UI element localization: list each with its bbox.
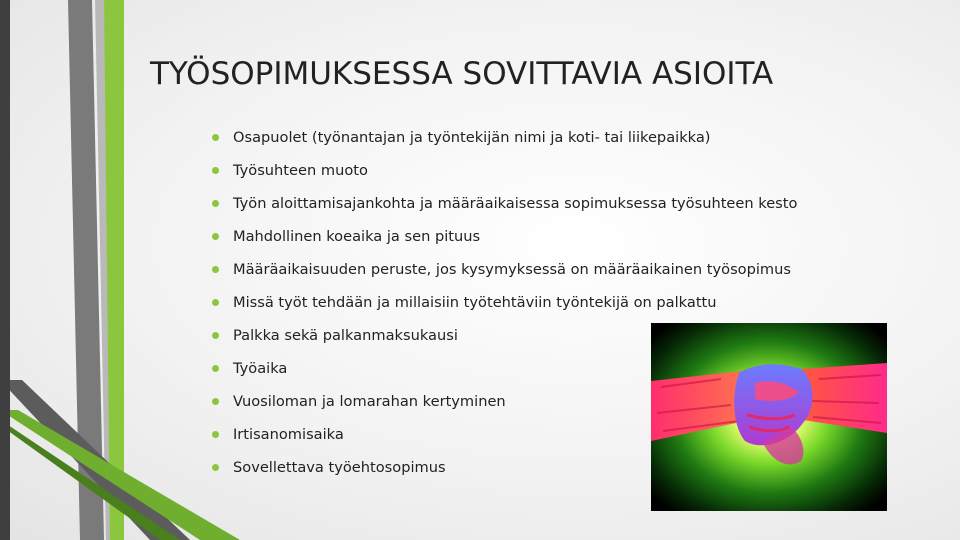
bullet-item bbox=[208, 124, 797, 157]
bullet-dot-icon bbox=[212, 167, 219, 174]
bullet-dot-icon bbox=[212, 233, 219, 240]
bullet-text: Työn aloittamisajankohta ja määräaikaisessa sopimuksessa työsuhteen kesto bbox=[233, 195, 798, 212]
bullet-item bbox=[208, 157, 797, 190]
dark-edge-stripe bbox=[0, 0, 10, 540]
bullet-dot-icon bbox=[212, 464, 219, 471]
bullet-item bbox=[208, 256, 797, 289]
bullet-text: Missä työt tehdään ja millaisiin työtehtäviin työntekijä on palkattu bbox=[233, 294, 717, 311]
bullet-dot-icon bbox=[212, 398, 219, 405]
bullet-dot-icon bbox=[212, 266, 219, 273]
bullet-text: Työsuhteen muoto bbox=[233, 162, 368, 179]
bullet-text: Irtisanomisaika bbox=[233, 426, 344, 443]
bullet-text: Määräaikaisuuden peruste, jos kysymyksessä on määräaikainen työsopimus bbox=[233, 261, 791, 278]
bullet-dot-icon bbox=[212, 200, 219, 207]
bullet-item bbox=[208, 289, 797, 322]
bullet-item bbox=[208, 190, 797, 223]
bullet-dot-icon bbox=[212, 431, 219, 438]
bullet-text: Vuosiloman ja lomarahan kertyminen bbox=[233, 393, 506, 410]
handshake-image bbox=[651, 323, 887, 511]
bullet-text: Mahdollinen koeaika ja sen pituus bbox=[233, 228, 481, 245]
bullet-text: Osapuolet (työnantajan ja työntekijän nimi ja koti- tai liikepaikka) bbox=[233, 129, 711, 146]
bullet-text: Palkka sekä palkanmaksukausi bbox=[233, 327, 458, 344]
bullet-text: Työaika bbox=[233, 360, 288, 377]
bullet-dot-icon bbox=[212, 365, 219, 372]
bullet-text: Sovellettava työehtosopimus bbox=[233, 459, 446, 476]
slide-title: TYÖSOPIMUKSESSA SOVITTAVIA ASIOITA bbox=[150, 56, 774, 92]
bullet-dot-icon bbox=[212, 299, 219, 306]
bullet-item bbox=[208, 223, 797, 256]
bullet-dot-icon bbox=[212, 134, 219, 141]
bullet-dot-icon bbox=[212, 332, 219, 339]
